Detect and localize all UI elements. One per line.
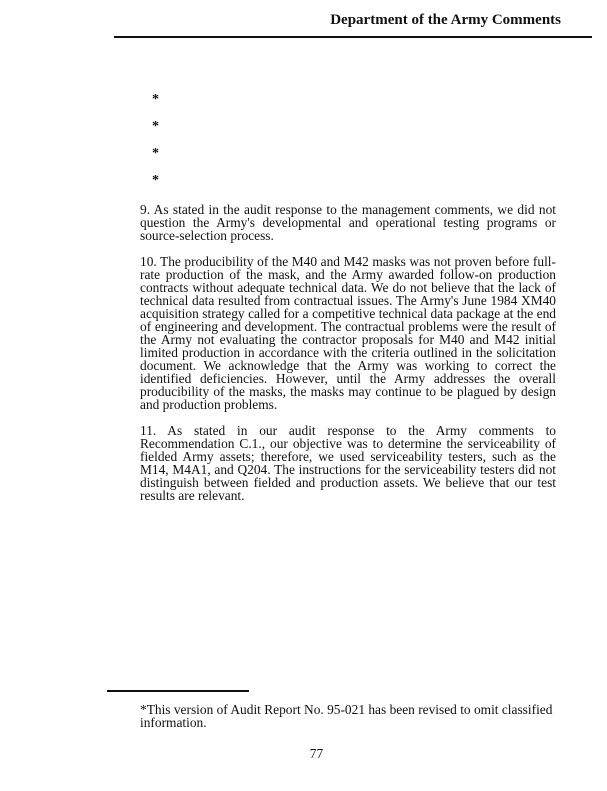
header-rule [114, 36, 592, 38]
body-text [140, 203, 556, 515]
paragraph-9: 9. As stated in the audit response to the management comments, we did not question the Army's developmental and operational testing programs or source-selection process. [140, 202, 556, 243]
footnote-rule [107, 690, 249, 692]
redaction-asterisk: * [152, 119, 159, 134]
redaction-asterisk: * [152, 92, 159, 107]
redaction-asterisk: * [152, 146, 159, 161]
footnote: *This version of Audit Report No. 95-021 has been revised to omit classified information. [140, 702, 553, 730]
page-number: 77 [309, 746, 324, 761]
paragraph-11: 11. As stated in our audit response to the Army comments to Recommendation C.1., our objective was to determine the serviceability of fielded Army assets; therefore, we used serviceability testers, such as the M14, M4A1, and Q204. The instructions for the serviceability testers did not distinguish between fielded and production assets. We believe that our test results are relevant. [140, 423, 556, 503]
paragraph-10: 10. The producibility of the M40 and M42 masks was not proven before full-rate production of the mask, and the Army awarded follow-on production contracts without adequate technical data. We do not believe that the lack of technical data resulted from contractual issues. The Army's June 1984 XM40 acquisition strategy called for a competitive technical data package at the end of engineering and development. The contractual problems were the result of the Army not evaluating the contractor proposals for M40 and M42 initial limited production in accordance with the criteria outlined in the solicitation document. We acknowledge that the Army was working to correct the identified deficiencies. However, until the Army addresses the overall producibility of the masks, the masks may continue to be plagued by design and production problems. [140, 254, 556, 412]
page-header: Department of the Army Comments [330, 12, 561, 28]
redaction-asterisk: * [152, 173, 159, 188]
